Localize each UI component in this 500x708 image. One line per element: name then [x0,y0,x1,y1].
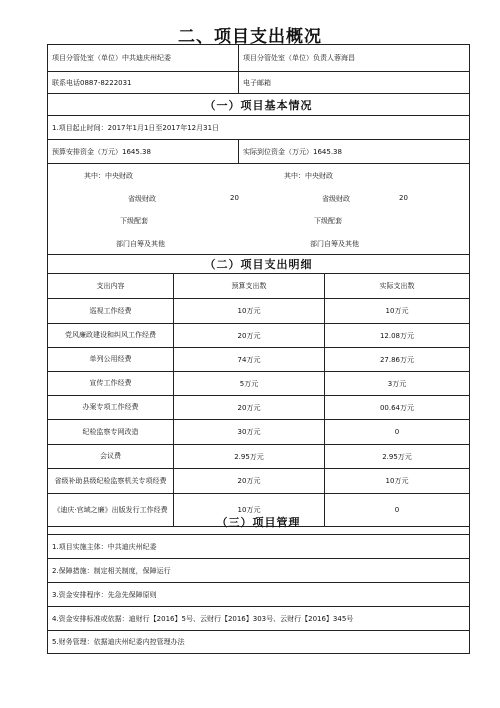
management-item-row [48,559,469,583]
detail-actual-cell: 10万元 [324,469,469,493]
right-lower-label: 下级配套 [314,217,342,225]
section-basic-row [48,94,469,116]
left-province-label: 省级财政 [128,195,156,203]
detail-budget-cell: 5万元 [173,372,324,395]
right-central-label: 其中：中央财政 [284,172,333,180]
section-management-row [48,510,469,535]
detail-row [48,324,469,348]
detail-actual-cell: 3万元 [324,372,469,395]
detail-actual-cell: 0 [324,420,469,444]
detail-budget-cell: 2.95万元 [173,445,324,468]
period-row [48,116,469,140]
management-item: 2.保障措施：制定相关制度，保障运行 [52,566,171,575]
project-expense-table [47,44,470,654]
detail-budget-cell: 74万元 [173,348,324,371]
detail-budget-cell: 20万元 [173,469,324,493]
detail-row [48,372,469,396]
management-item: 5.财务管理：依据迪庆州纪委内控管理办法 [52,638,185,646]
detail-actual-cell: 12.08万元 [324,324,469,347]
section-detail-row [48,255,469,274]
section-management-heading: （三）项目管理 [216,516,301,529]
unit-label: 项目分管处室（单位）中共迪庆州纪委 [52,54,171,62]
management-item-row [48,631,469,653]
person-label: 项目分管处室（单位）负责人蓉海昌 [238,45,469,71]
detail-header-row [48,274,469,299]
email-label: 电子邮箱 [238,72,469,93]
detail-row [48,348,469,372]
detail-content-cell: 支出内容 [96,281,125,290]
detail-content-cell: 《迪庆·官域之廉》出版发行工作经费 [53,505,168,514]
section-detail-heading: （二）项目支出明细 [204,258,313,271]
detail-row [48,469,469,494]
detail-budget-cell: 10万元 [173,494,324,526]
detail-content-cell: 会议费 [100,452,121,460]
page-title: 二、项目支出概况 [178,27,322,47]
management-item: 4.资金安排标准或依据：迪财行【2016】5号、云财行【2016】303号、云财行【2016】345号 [52,614,354,623]
contact-row [48,72,469,94]
detail-budget-cell: 20万元 [173,324,324,347]
management-item-row [48,535,469,559]
detail-content-cell: 省级补助县级纪检监察机关专项经费 [54,476,167,485]
budget-funds-label: 预算安排资金（万元）1645.38 [52,147,151,156]
right-self-label: 部门自筹及其他 [310,240,359,248]
detail-actual-cell: 00.64万元 [324,396,469,419]
detail-row [48,445,469,469]
left-lower-label: 下级配套 [120,217,148,225]
detail-actual-cell: 27.86万元 [324,348,469,371]
detail-budget-cell: 30万元 [173,420,324,444]
detail-content-cell: 纪检监察专网改造 [82,427,139,436]
management-item-row [48,607,469,631]
management-item: 3.资金安排程序：先急先保障原则 [52,590,157,599]
left-province-value: 20 [230,194,239,202]
project-period: 1.项目起止时间：2017年1月1日至2017年12月31日 [52,123,220,132]
section-basic-heading: （一）项目基本情况 [204,98,313,112]
detail-actual-cell: 实际支出数 [324,274,469,298]
left-self-label: 部门自筹及其他 [116,240,165,248]
management-item-row [48,583,469,607]
detail-actual-cell: 2.95万元 [324,445,469,468]
detail-budget-cell: 20万元 [173,396,324,419]
detail-actual-cell: 0 [324,494,469,526]
detail-row [48,299,469,324]
detail-actual-cell: 10万元 [324,299,469,323]
funds-breakdown-row [48,164,469,255]
right-province-value: 20 [399,194,408,202]
detail-row [48,396,469,420]
actual-funds-label: 实际到位资金（万元）1645.38 [238,140,469,163]
detail-budget-cell: 预算支出数 [173,274,324,298]
detail-content-cell: 办案专项工作经费 [82,403,139,411]
phone-label: 联系电话0887-8222031 [52,78,132,87]
detail-content-cell: 单列公用经费 [89,355,132,363]
detail-content-cell: 党风廉政建设和纠风工作经费 [65,331,156,339]
left-central-label: 其中：中央财政 [84,172,133,180]
right-province-label: 省级财政 [322,195,350,203]
detail-budget-cell: 10万元 [173,299,324,323]
funds-row [48,140,469,164]
management-item: 1.项目实施主体：中共迪庆州纪委 [52,542,157,551]
detail-content-cell: 巡视工作经费 [89,306,132,315]
detail-row [48,420,469,445]
unit-row [48,45,469,72]
detail-content-cell: 宣传工作经费 [89,379,132,387]
